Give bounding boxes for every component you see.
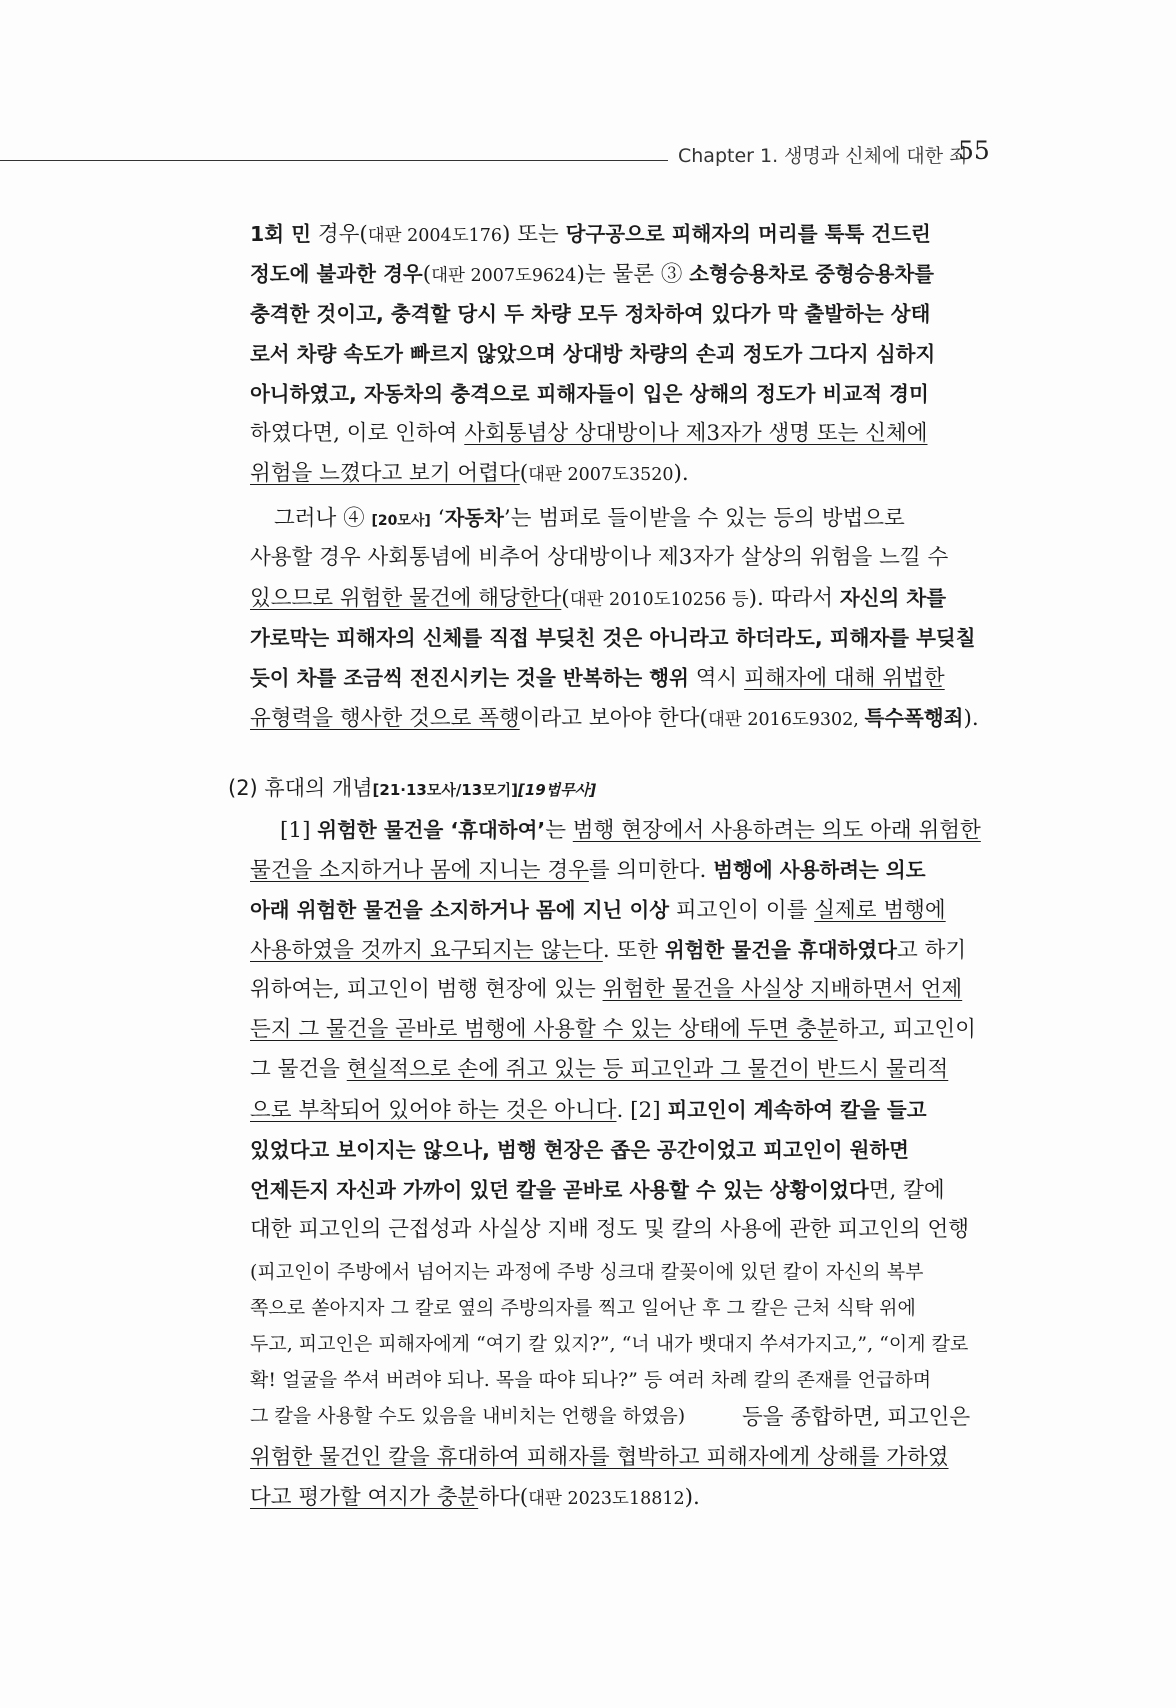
running-header: Chapter 1. 생명과 신체에 대한 죄 (678, 145, 968, 167)
text-run: 면, 칼에 (868, 1178, 945, 1203)
text-run: 는 (545, 818, 573, 843)
text-run: ( (561, 586, 570, 611)
underlined-text: 위험한 물건을 사실상 지배하면서 언제 (602, 977, 963, 1002)
underlined-text: 사회통념상 상대방이나 제3자가 생명 또는 신체에 (464, 421, 928, 446)
paragraph-3-ending (250, 1438, 990, 1518)
header-rule (0, 160, 668, 161)
text-run: 역시 (688, 666, 745, 691)
case-citation: 대판 2016도9302, (707, 710, 865, 730)
underlined-text: 다고 평가할 여지가 충분 (250, 1485, 479, 1510)
bold-text: 로서 차량 속도가 빠르지 않았으며 상대방 차량의 손괴 정도가 그다지 심하지 (250, 342, 936, 366)
text-line (250, 658, 990, 698)
text-run: 피고인이 이를 (669, 898, 815, 923)
underlined-text: 사용하였을 것까지 요구되지는 않는다 (250, 938, 603, 963)
source-tag: [20모사] (371, 513, 431, 529)
paragraph-3 (250, 810, 990, 1250)
text-run: ). (963, 706, 979, 731)
underlined-text: 있으므로 (250, 586, 340, 611)
text-run: ). 따라서 (748, 586, 840, 611)
underlined-text: 피해자에 대해 위법한 (744, 666, 945, 691)
text-line (250, 414, 990, 454)
text-line (250, 1170, 990, 1210)
text-run: )는 물론 ③ (576, 262, 690, 287)
text-run: . [2] (616, 1098, 668, 1123)
text-line: 그 칼을 사용할 수도 있음을 내비치는 언행을 하였음) (250, 1405, 686, 1427)
text-line (250, 294, 990, 334)
text-line (250, 214, 990, 254)
case-citation: 대판 2010도10256 등 (569, 590, 749, 610)
case-citation: 대판 2004도176 (367, 226, 502, 246)
text-run: 경우( (311, 222, 368, 247)
paragraph-1 (250, 214, 990, 494)
case-citation: 대판 2007도9624 (431, 266, 577, 286)
text-line (250, 1210, 990, 1250)
text-run: 위하여는, 피고인이 범행 현장에 있는 (250, 977, 603, 1002)
text-line (250, 578, 990, 618)
text-run: 고 하기 (896, 938, 967, 963)
text-line (250, 538, 990, 578)
text-line: 쪽으로 쏟아지자 그 칼로 옆의 주방의자를 찍고 일어난 후 그 칼은 근처 식탁 위에 (250, 1297, 916, 1319)
text-run: 이라고 보아야 한다( (519, 706, 708, 731)
text-run: 하였다면, 이로 인하여 (250, 421, 465, 446)
text-line (250, 1478, 990, 1518)
bold-text: 정도에 불과한 경우 (250, 262, 423, 286)
text-line (250, 618, 990, 658)
underlined-text: 범행 현장에서 사용하려는 의도 아래 위험한 (572, 818, 981, 843)
text-line (250, 1438, 990, 1478)
text-line (250, 810, 990, 850)
bold-text: 자신의 차를 (839, 586, 946, 610)
case-citation: 대판 2023도18812 (528, 1489, 685, 1509)
text-run: ). (684, 1485, 700, 1510)
bold-text: 아니하였고, 자동차의 충격으로 피해자들이 입은 상해의 정도가 비교적 경미 (250, 382, 929, 406)
text-line (250, 454, 990, 494)
underlined-text: 실제로 범행에 (814, 898, 946, 923)
text-run: 하다( (478, 1485, 529, 1510)
underlined-text: 위험을 느꼈다고 보기 어렵다 (250, 461, 520, 486)
page-number: 55 (958, 136, 990, 165)
bold-text: 언제든지 자신과 가까이 있던 칼을 곧바로 사용할 수 있는 상황이었다 (250, 1178, 869, 1202)
text-line (250, 850, 990, 890)
text-line (250, 254, 990, 294)
text-line: (피고인이 주방에서 넘어지는 과정에 주방 싱크대 칼꽂이에 있던 칼이 자신의 복부 (250, 1261, 924, 1283)
text-run: [1] (280, 818, 318, 843)
text-run: 그 물건을 (250, 1057, 347, 1082)
text-line (250, 890, 990, 930)
text-line: 두고, 피고인은 피해자에게 “여기 칼 있지?”, “너 내가 뱃대지 쑤셔가지고,”, “이게 칼로 (250, 1333, 969, 1355)
bold-text: 특수폭행죄 (864, 706, 964, 730)
text-line (250, 374, 990, 414)
bold-text: 자동차 (444, 506, 504, 530)
text-line (250, 1010, 990, 1050)
bold-text: 1회 민 (250, 222, 312, 246)
text-line (250, 1050, 990, 1090)
bold-text: 당구공으로 피해자의 머리를 툭툭 건드린 (565, 222, 931, 246)
text-line (250, 970, 990, 1010)
bold-text: 위험한 물건을 ‘휴대하여’ (317, 818, 546, 842)
bold-text: 범행에 사용하려는 의도 (713, 858, 926, 882)
text-run: ‘ (430, 506, 445, 531)
text-run: ). (673, 461, 689, 486)
text-line (250, 698, 990, 738)
text-run: 대한 피고인의 근접성과 사실상 지배 정도 및 칼의 사용에 관한 피고인의 언행 (250, 1217, 970, 1242)
bold-text: 소형승용차로 중형승용차를 (689, 262, 934, 286)
text-line (250, 498, 990, 538)
text-run: ( (519, 461, 529, 486)
text-run: ’는 범퍼로 들이받을 수 있는 등의 방법으로 (503, 506, 905, 531)
bold-text: 있었다고 보이지는 않으나, 범행 현장은 좁은 공간이었고 피고인이 원하면 (250, 1138, 909, 1162)
text-line (250, 1130, 990, 1170)
text-line (742, 1398, 992, 1438)
underlined-text: 으로 부착되어 있어야 하는 것은 아니다 (250, 1098, 617, 1123)
bold-text: 위험한 물건을 휴대하였다 (664, 938, 897, 962)
bold-text: 아래 위험한 물건을 소지하거나 몸에 지닌 이상 (250, 898, 670, 922)
text-line (250, 930, 990, 970)
bold-text: 피고인이 계속하여 칼을 들고 (667, 1098, 927, 1122)
underlined-text: 현실적으로 손에 쥐고 있는 등 피고인과 그 물건이 반드시 물리적 (346, 1057, 949, 1082)
text-run: 그러나 ④ (274, 506, 372, 531)
underlined-text: 위험한 물건에 해당한다 (339, 586, 562, 611)
underlined-text: 유형력을 행사한 것으로 폭행 (250, 706, 520, 731)
paragraph-2 (250, 498, 990, 738)
bold-text: 충격한 것이고, 충격할 당시 두 차량 모두 정차하여 있다가 막 출발하는 상태 (250, 302, 931, 326)
text-run: 를 의미한다. (588, 858, 714, 883)
underlined-text: 물건을 소지하거나 몸에 지니는 경우 (250, 858, 589, 883)
underlined-text: 위험한 물건인 칼을 휴대하여 피해자를 협박하고 피해자에게 상해를 가하였 (250, 1445, 949, 1470)
underlined-text: 든지 그 물건을 곧바로 범행에 사용할 수 있는 상태에 두면 충분 (250, 1017, 838, 1042)
paragraph-3-continued (742, 1398, 992, 1438)
section-sources-italic: [19법무사] (518, 781, 597, 799)
text-run: ) 또는 (502, 222, 566, 247)
text-run: 등을 종합하면, 피고인은 (742, 1405, 971, 1430)
bold-text: 가로막는 피해자의 신체를 직접 부딪친 것은 아니라고 하더라도, 피해자를 부딪칠 (250, 626, 976, 650)
section-sources: [21·13모사/13모기] (372, 781, 519, 799)
bold-text: 듯이 차를 조금씩 전진시키는 것을 반복하는 행위 (250, 666, 689, 690)
section-title: (2) 휴대의 개념 (228, 776, 373, 800)
text-run: . 또한 (602, 938, 665, 963)
case-citation: 대판 2007도3520 (528, 465, 674, 485)
section-heading (228, 772, 596, 802)
text-line (250, 334, 990, 374)
text-run: ( (422, 262, 432, 287)
text-line: 확! 얼굴을 쑤셔 버려야 되나. 목을 따야 되나?” 등 여러 차례 칼의 존재를 언급하며 (250, 1369, 932, 1391)
text-run: 하고, 피고인이 (837, 1017, 976, 1042)
text-run: 사용할 경우 사회통념에 비추어 상대방이나 제3자가 살상의 위험을 느낄 수 (250, 545, 949, 570)
text-line (250, 1090, 990, 1130)
